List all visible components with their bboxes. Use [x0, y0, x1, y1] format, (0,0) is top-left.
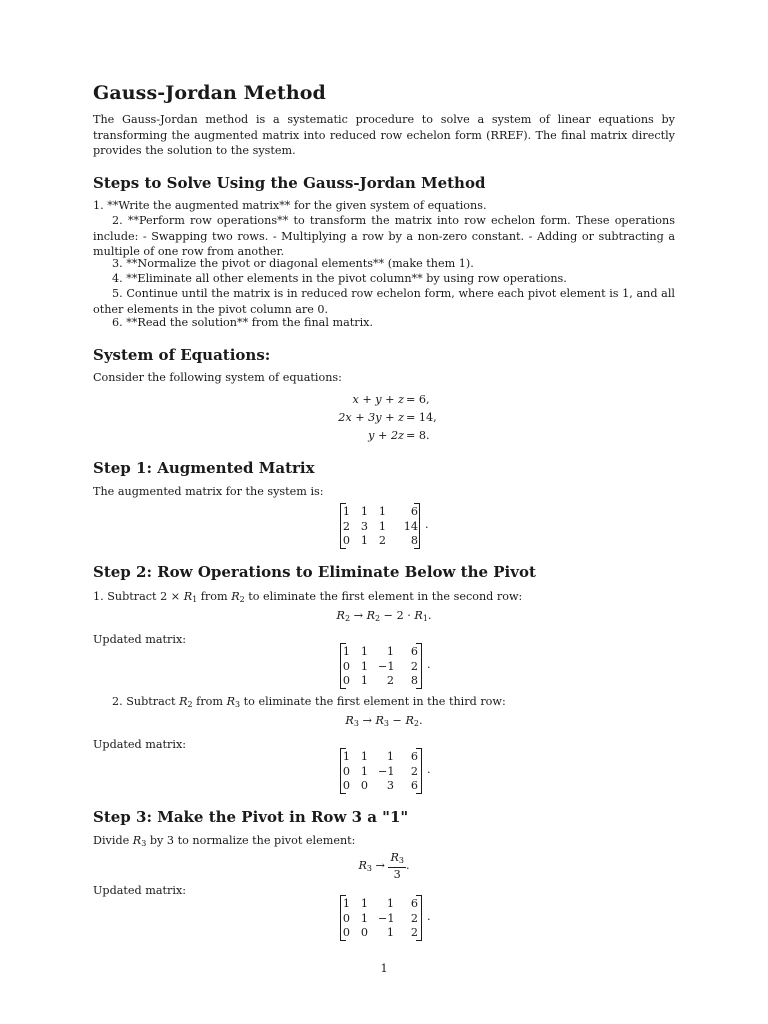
- matrix-cell: 1: [342, 645, 350, 658]
- step-item-2: 2. **Perform row operations** to transform the matrix into row echelon form. These operations include: - Swapping two rows. - Multiplying a row by a non-zero constant. - Adding or subtracting a multiple of one row from another.: [93, 214, 675, 258]
- matrix-cell: 0: [342, 674, 350, 687]
- matrix-cell: 6: [410, 897, 418, 910]
- matrix-cell: 1: [360, 505, 368, 518]
- step2-equation-2: $R_3 \to R_3 - R_2$.: [345, 714, 423, 728]
- matrix-cell: 1: [342, 505, 350, 518]
- matrix-cell: 0: [360, 926, 368, 939]
- matrix-cell: 1: [360, 897, 368, 910]
- step-item-3: 3. **Normalize the pivot or diagonal elements** (make them 1).: [112, 257, 474, 270]
- equation-3-lhs: y + 2z: [368, 429, 404, 442]
- step3-equation: $R_3$ → $\frac{R_3}{3}$ .: [358, 851, 410, 881]
- matrix-cell: 0: [342, 779, 350, 792]
- equation-3-rhs: = 8.: [406, 429, 430, 442]
- system-heading: System of Equations:: [93, 346, 271, 364]
- matrix-cell: 1: [386, 750, 394, 763]
- matrix-cell: 0: [342, 926, 350, 939]
- updated-matrix-label-2: Updated matrix:: [93, 738, 187, 751]
- matrix-cell: 1: [378, 519, 386, 533]
- step2-operation-2: 2. Subtract $R_2$ from $R_3$ to eliminate the first element in the third row:: [112, 695, 506, 709]
- equation-2-lhs: 2x + 3y + z: [338, 411, 404, 424]
- matrix-cell: 8: [410, 534, 418, 547]
- intro-paragraph: The Gauss-Jordan method is a systematic procedure to solve a system of linear equations by transforming the augmented matrix into reduced row echelon form (RREF). The final matrix directly provides the solution to the system.: [93, 113, 675, 157]
- equation-1-lhs: x + y + z: [352, 393, 404, 406]
- matrix-period: .: [425, 518, 429, 531]
- matrix-cell: 2: [342, 519, 350, 533]
- matrix-cell: −1: [378, 659, 395, 673]
- equation-1-rhs: = 6,: [406, 393, 430, 406]
- matrix-cell: −1: [378, 911, 395, 925]
- updated-matrix-1: [340, 643, 422, 689]
- matrix-cell: 0: [342, 764, 350, 778]
- matrix-cell: 3: [360, 519, 368, 533]
- matrix-cell: 1: [360, 764, 368, 778]
- updated-matrix-3: [340, 895, 422, 941]
- matrix-cell: 1: [360, 674, 368, 687]
- matrix-cell: 3: [386, 779, 394, 792]
- matrix-cell: 0: [360, 779, 368, 792]
- step3-heading: Step 3: Make the Pivot in Row 3 a "1": [93, 808, 409, 826]
- step2-heading: Step 2: Row Operations to Eliminate Below the Pivot: [93, 563, 536, 581]
- system-intro: Consider the following system of equations:: [93, 371, 342, 384]
- step-item-4: 4. **Eliminate all other elements in the pivot column** by using row operations.: [112, 272, 567, 285]
- matrix-cell: 1: [360, 659, 368, 673]
- matrix-cell: 1: [342, 750, 350, 763]
- matrix-cell: 1: [386, 897, 394, 910]
- matrix-cell: 0: [342, 659, 350, 673]
- matrix-cell: 0: [342, 911, 350, 925]
- matrix-cell: 2: [386, 674, 394, 687]
- matrix-cell: 8: [410, 674, 418, 687]
- matrix-cell: 2: [410, 926, 418, 939]
- matrix-cell: 1: [360, 645, 368, 658]
- matrix-cell: 6: [410, 505, 418, 518]
- step2-operation-1: 1. Subtract $2 \times R_1$ from $R_2$ to eliminate the first element in the second row:: [93, 590, 523, 604]
- matrix-period: .: [427, 763, 431, 776]
- updated-matrix-label-3: Updated matrix:: [93, 884, 187, 897]
- steps-heading: Steps to Solve Using the Gauss-Jordan Method: [93, 174, 486, 192]
- matrix-cell: 6: [410, 645, 418, 658]
- matrix-cell: 0: [342, 534, 350, 547]
- matrix-cell: 1: [342, 897, 350, 910]
- matrix-cell: 6: [410, 750, 418, 763]
- updated-matrix-2: [340, 748, 422, 794]
- step-item-6: 6. **Read the solution** from the final matrix.: [112, 316, 374, 329]
- matrix-cell: 2: [410, 911, 418, 925]
- matrix-period: .: [427, 658, 431, 671]
- matrix-cell: 1: [386, 645, 394, 658]
- step3-text: Divide $R_3$ by 3 to normalize the pivot element:: [93, 834, 356, 848]
- matrix-cell: 2: [410, 659, 418, 673]
- updated-matrix-label-1: Updated matrix:: [93, 633, 187, 646]
- matrix-cell: 1: [360, 750, 368, 763]
- matrix-cell: 1: [378, 505, 386, 518]
- equation-2-rhs: = 14,: [406, 411, 437, 424]
- matrix-cell: −1: [378, 764, 395, 778]
- matrix-cell: 1: [386, 926, 394, 939]
- step-item-5: 5. Continue until the matrix is in reduced row echelon form, where each pivot element is 1, and all other elements in the pivot column are 0.: [93, 287, 675, 316]
- matrix-period: .: [427, 910, 431, 923]
- step1-text: The augmented matrix for the system is:: [93, 485, 324, 498]
- page-title: Gauss-Jordan Method: [93, 82, 326, 104]
- matrix-cell: 1: [360, 534, 368, 547]
- step-item-1: 1. **Write the augmented matrix** for the given system of equations.: [93, 199, 487, 212]
- page-number: 1: [380, 962, 388, 975]
- fraction: $\frac{R_3}{3}$: [390, 851, 404, 881]
- step2-equation-1: $R_2 \to R_2 - 2 \cdot R_1$.: [336, 609, 432, 623]
- matrix-cell: 2: [378, 534, 386, 547]
- matrix-cell: 2: [410, 764, 418, 778]
- augmented-matrix: [340, 503, 420, 549]
- matrix-cell: 6: [410, 779, 418, 792]
- step1-heading: Step 1: Augmented Matrix: [93, 459, 315, 477]
- matrix-cell: 1: [360, 911, 368, 925]
- matrix-cell: 14: [403, 519, 418, 533]
